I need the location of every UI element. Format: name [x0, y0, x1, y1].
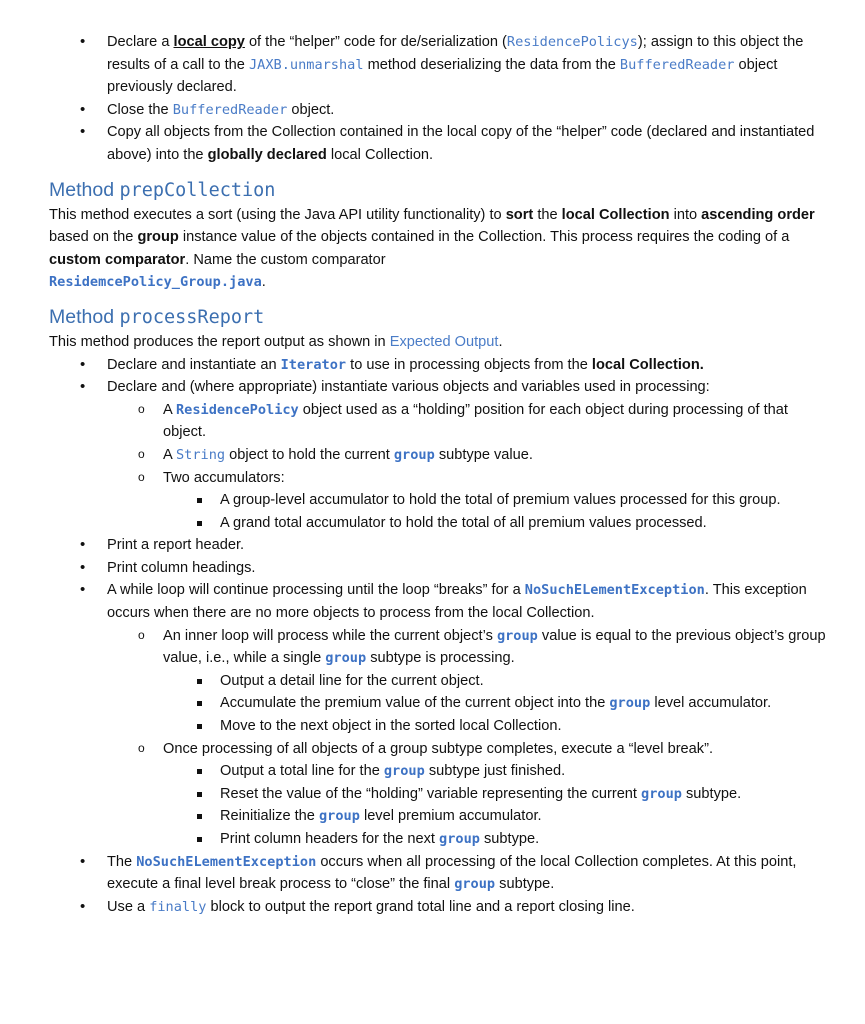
code-residencepolicys: ResidencePolicys [506, 34, 638, 50]
prep-collection-paragraph: This method executes a sort (using the Java API utility functionality) to sort the local Collection into ascending order based on the group instance value of the objects contained in the Collection. This process requires the coding of a custom comparator. Name the custom comparator ResidemcePolicy_Group.java. [49, 206, 815, 291]
sub-sub-list-item: Print column headers for the next group subtype. [49, 828, 829, 851]
list-item: • Declare a local copy of the “helper” code for de/serialization (ResidencePolicys); assign to this object the results of a call to the JAXB.unmarshal method deserializing the data from the BufferedReader object previously declared. [49, 31, 829, 99]
sub-list-item: o A String object to hold the current group subtype value. [49, 444, 829, 467]
sub-list-item: o Once processing of all objects of a group subtype completes, execute a “level break”. Output a total line for the group subtype just finished. Reset the value of the “holding” variable representing the current group subtype. Reinitialize the group level premium accumulator. Print column headers for the next group subtype. [49, 738, 829, 851]
list-item: • A while loop will continue processing until the loop “breaks” for a NoSuchELementException. This exception occurs when there are no more objects to process from the local Collection. o An inner loop will process while the current object’s group value is equal to the previous object’s group value, i.e., while a single group subtype is processing. Output a detail line for the current object. Accumulate the premium value of the current object into the group level accumulator. Move to the next object in the sorted local Collection. o Once processing of all objects of a group subtype completes, execute a “level break”. Output a total line for the group subtype just finished. Reset the value of the “holding” variable representing the current group subtype. Reinitialize the group level premium accumulator. Print column headers for the next group subtype. [49, 579, 829, 850]
sub-list-item: o An inner loop will process while the current object’s group value is equal to the previous object’s group value, i.e., while a single group subtype is processing. Output a detail line for the current object. Accumulate the premium value of the current object into the group level accumulator. Move to the next object in the sorted local Collection. [49, 625, 829, 738]
list-item: • Copy all objects from the Collection contained in the local copy of the “helper” code (declared and instantiated above) into the globally declared local Collection. [49, 121, 829, 166]
code-comparator-file: ResidemcePolicy_Group.java [49, 274, 262, 291]
sub-sub-list-item: Accumulate the premium value of the current object into the group level accumulator. [49, 692, 829, 715]
list-item: • The NoSuchELementException occurs when all processing of the local Collection completes. At this point, execute a final level break process to “close” the final group subtype. [49, 851, 829, 896]
sub-sub-list-item: Reinitialize the group level premium accumulator. [49, 805, 829, 828]
process-bullet-list [49, 354, 829, 919]
list-item: • Declare and (where appropriate) instantiate various objects and variables used in processing: o A ResidencePolicy object used as a “holding” position for each object during processing of that object. o A String object to hold the current group subtype value. o Two accumulators: A group-level accumulator to hold the total of premium values processed for this group. A grand total accumulator to hold the total of all premium values processed. [49, 376, 829, 534]
list-item: • Close the BufferedReader object. [49, 99, 829, 122]
sub-sub-list-item: Output a total line for the group subtype just finished. [49, 760, 829, 783]
code-jaxb-unmarshal: JAXB.unmarshal [248, 56, 364, 73]
sub-list [107, 625, 829, 851]
sub-sub-list-item: Move to the next object in the sorted local Collection. [49, 715, 829, 738]
list-item: • Print column headings. [49, 557, 829, 580]
heading-process-report: Method processReport [49, 305, 265, 328]
process-report-intro: This method produces the report output as shown in Expected Output. [49, 333, 503, 350]
sub-sub-list [163, 489, 829, 534]
list-item: • Print a report header. [49, 534, 829, 557]
sub-list-item: o A ResidencePolicy object used as a “holding” position for each object during processing of that object. [49, 399, 829, 444]
sub-sub-list-item: A grand total accumulator to hold the total of all premium values processed. [49, 512, 829, 535]
sub-list [107, 399, 829, 535]
expected-output-link[interactable]: Expected Output [389, 333, 499, 350]
code-bufferedreader: BufferedReader [172, 101, 288, 118]
sub-sub-list-item: Reset the value of the “holding” variable representing the current group subtype. [49, 783, 829, 806]
sub-sub-list-item: Output a detail line for the current object. [49, 670, 829, 693]
list-item: • Use a finally block to output the report grand total line and a report closing line. [49, 896, 829, 919]
list-item: • Declare and instantiate an Iterator to use in processing objects from the local Collection. [49, 354, 829, 377]
sub-sub-list-item: A group-level accumulator to hold the total of premium values processed for this group. [49, 489, 829, 512]
sub-list-item: o Two accumulators: A group-level accumulator to hold the total of premium values processed for this group. A grand total accumulator to hold the total of all premium values processed. [49, 467, 829, 535]
heading-prep-collection: Method prepCollection [49, 178, 276, 201]
code-bufferedreader: BufferedReader [619, 56, 735, 73]
sub-sub-list [163, 760, 829, 850]
top-bullet-list [49, 31, 829, 167]
sub-sub-list [163, 670, 829, 738]
